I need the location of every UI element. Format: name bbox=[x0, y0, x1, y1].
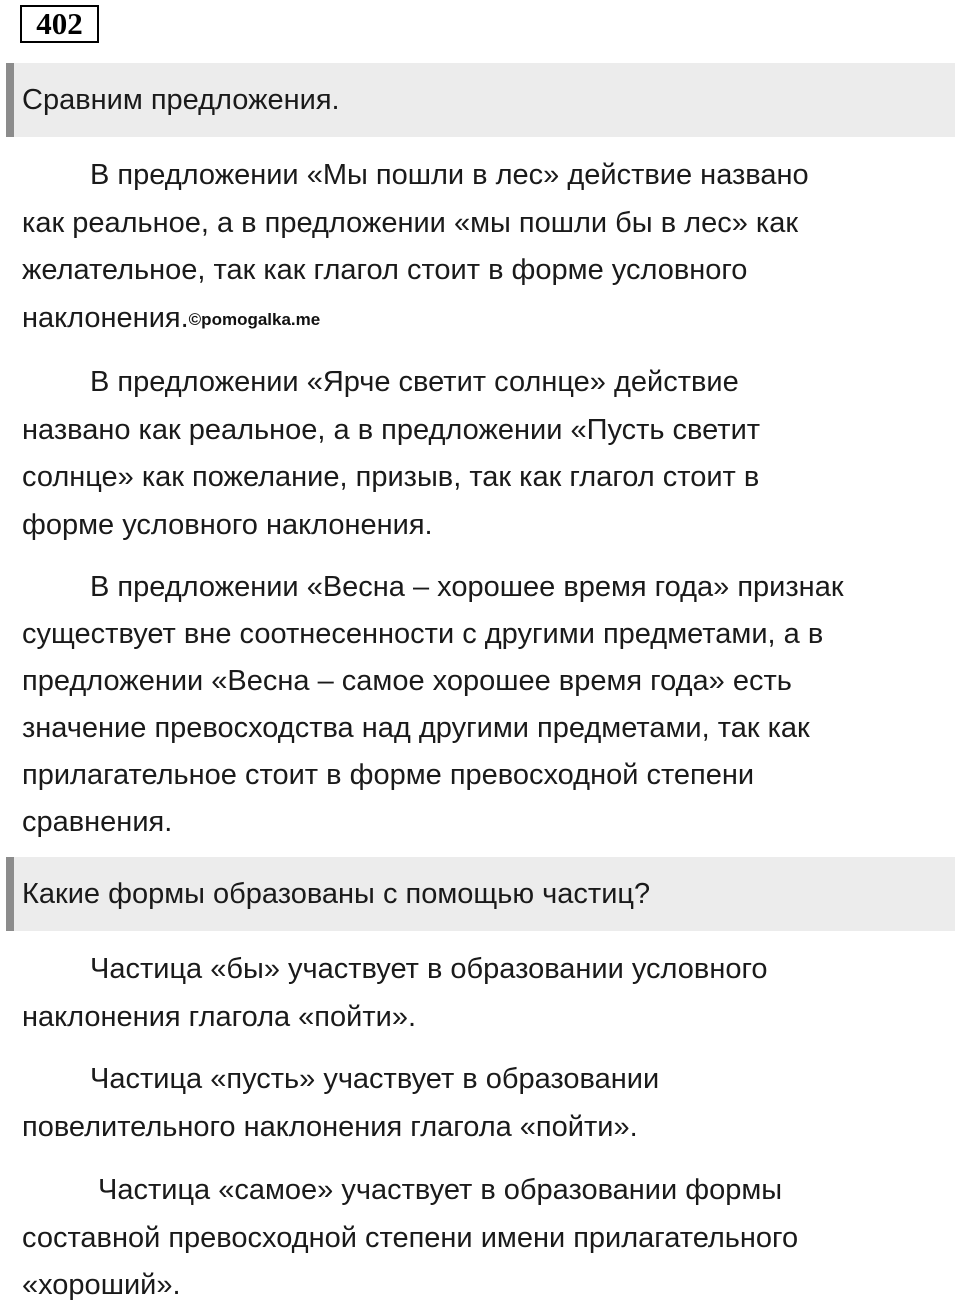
paragraph-line: Частица «самое» участвует в образовании формы bbox=[98, 1174, 783, 1206]
paragraph-line: солнце» как пожелание, призыв, так как глагол стоит в bbox=[22, 461, 760, 493]
paragraph-line: Частица «пусть» участвует в образовании bbox=[90, 1063, 660, 1095]
answer-paragraph-3 bbox=[22, 564, 942, 846]
paragraph-line: повелительного наклонения глагола «пойти». bbox=[22, 1110, 638, 1143]
paragraph-line: предложении «Весна – самое хорошее время года» есть bbox=[22, 665, 792, 697]
task-number-badge: 402 bbox=[20, 5, 99, 43]
paragraph-line: прилагательное стоит в форме превосходной степени bbox=[22, 759, 755, 791]
paragraph-line: как реальное, а в предложении «мы пошли бы в лес» как bbox=[22, 206, 799, 239]
answer-paragraph-2 bbox=[22, 359, 942, 549]
paragraph-line: В предложении «Мы пошли в лес» действие названо bbox=[90, 159, 809, 191]
answer-paragraph-6 bbox=[22, 1167, 942, 1310]
answer-paragraph-5 bbox=[22, 1056, 942, 1151]
paragraph-line: существует вне соотнесенности с другими предметами, а в bbox=[22, 618, 824, 650]
answer-paragraph-4 bbox=[22, 946, 942, 1041]
paragraph-line: сравнения. bbox=[22, 806, 173, 838]
watermark-text: ©pomogalka.me bbox=[188, 309, 321, 329]
paragraph-line bbox=[22, 295, 942, 344]
paragraph-line-text: наклонения. bbox=[22, 301, 189, 334]
paragraph-line: значение превосходства над другими предметами, так как bbox=[22, 712, 810, 744]
question-heading-2: Какие формы образованы с помощью частиц? bbox=[6, 857, 955, 931]
paragraph-line: форме условного наклонения. bbox=[22, 508, 433, 541]
paragraph-line: наклонения глагола «пойти». bbox=[22, 1000, 417, 1033]
question-heading-1: Сравним предложения. bbox=[6, 63, 955, 137]
paragraph-line: «хороший». bbox=[22, 1269, 181, 1301]
paragraph-line: составной превосходной степени имени прилагательного bbox=[22, 1221, 799, 1254]
paragraph-line: В предложении «Весна – хорошее время года» признак bbox=[90, 571, 844, 603]
answer-paragraph-1 bbox=[22, 152, 942, 343]
paragraph-line: названо как реальное, а в предложении «Пусть светит bbox=[22, 413, 761, 446]
paragraph-line: Частица «бы» участвует в образовании условного bbox=[90, 953, 768, 985]
paragraph-line: желательное, так как глагол стоит в форме условного bbox=[22, 254, 748, 286]
paragraph-line: В предложении «Ярче светит солнце» действие bbox=[90, 366, 739, 398]
